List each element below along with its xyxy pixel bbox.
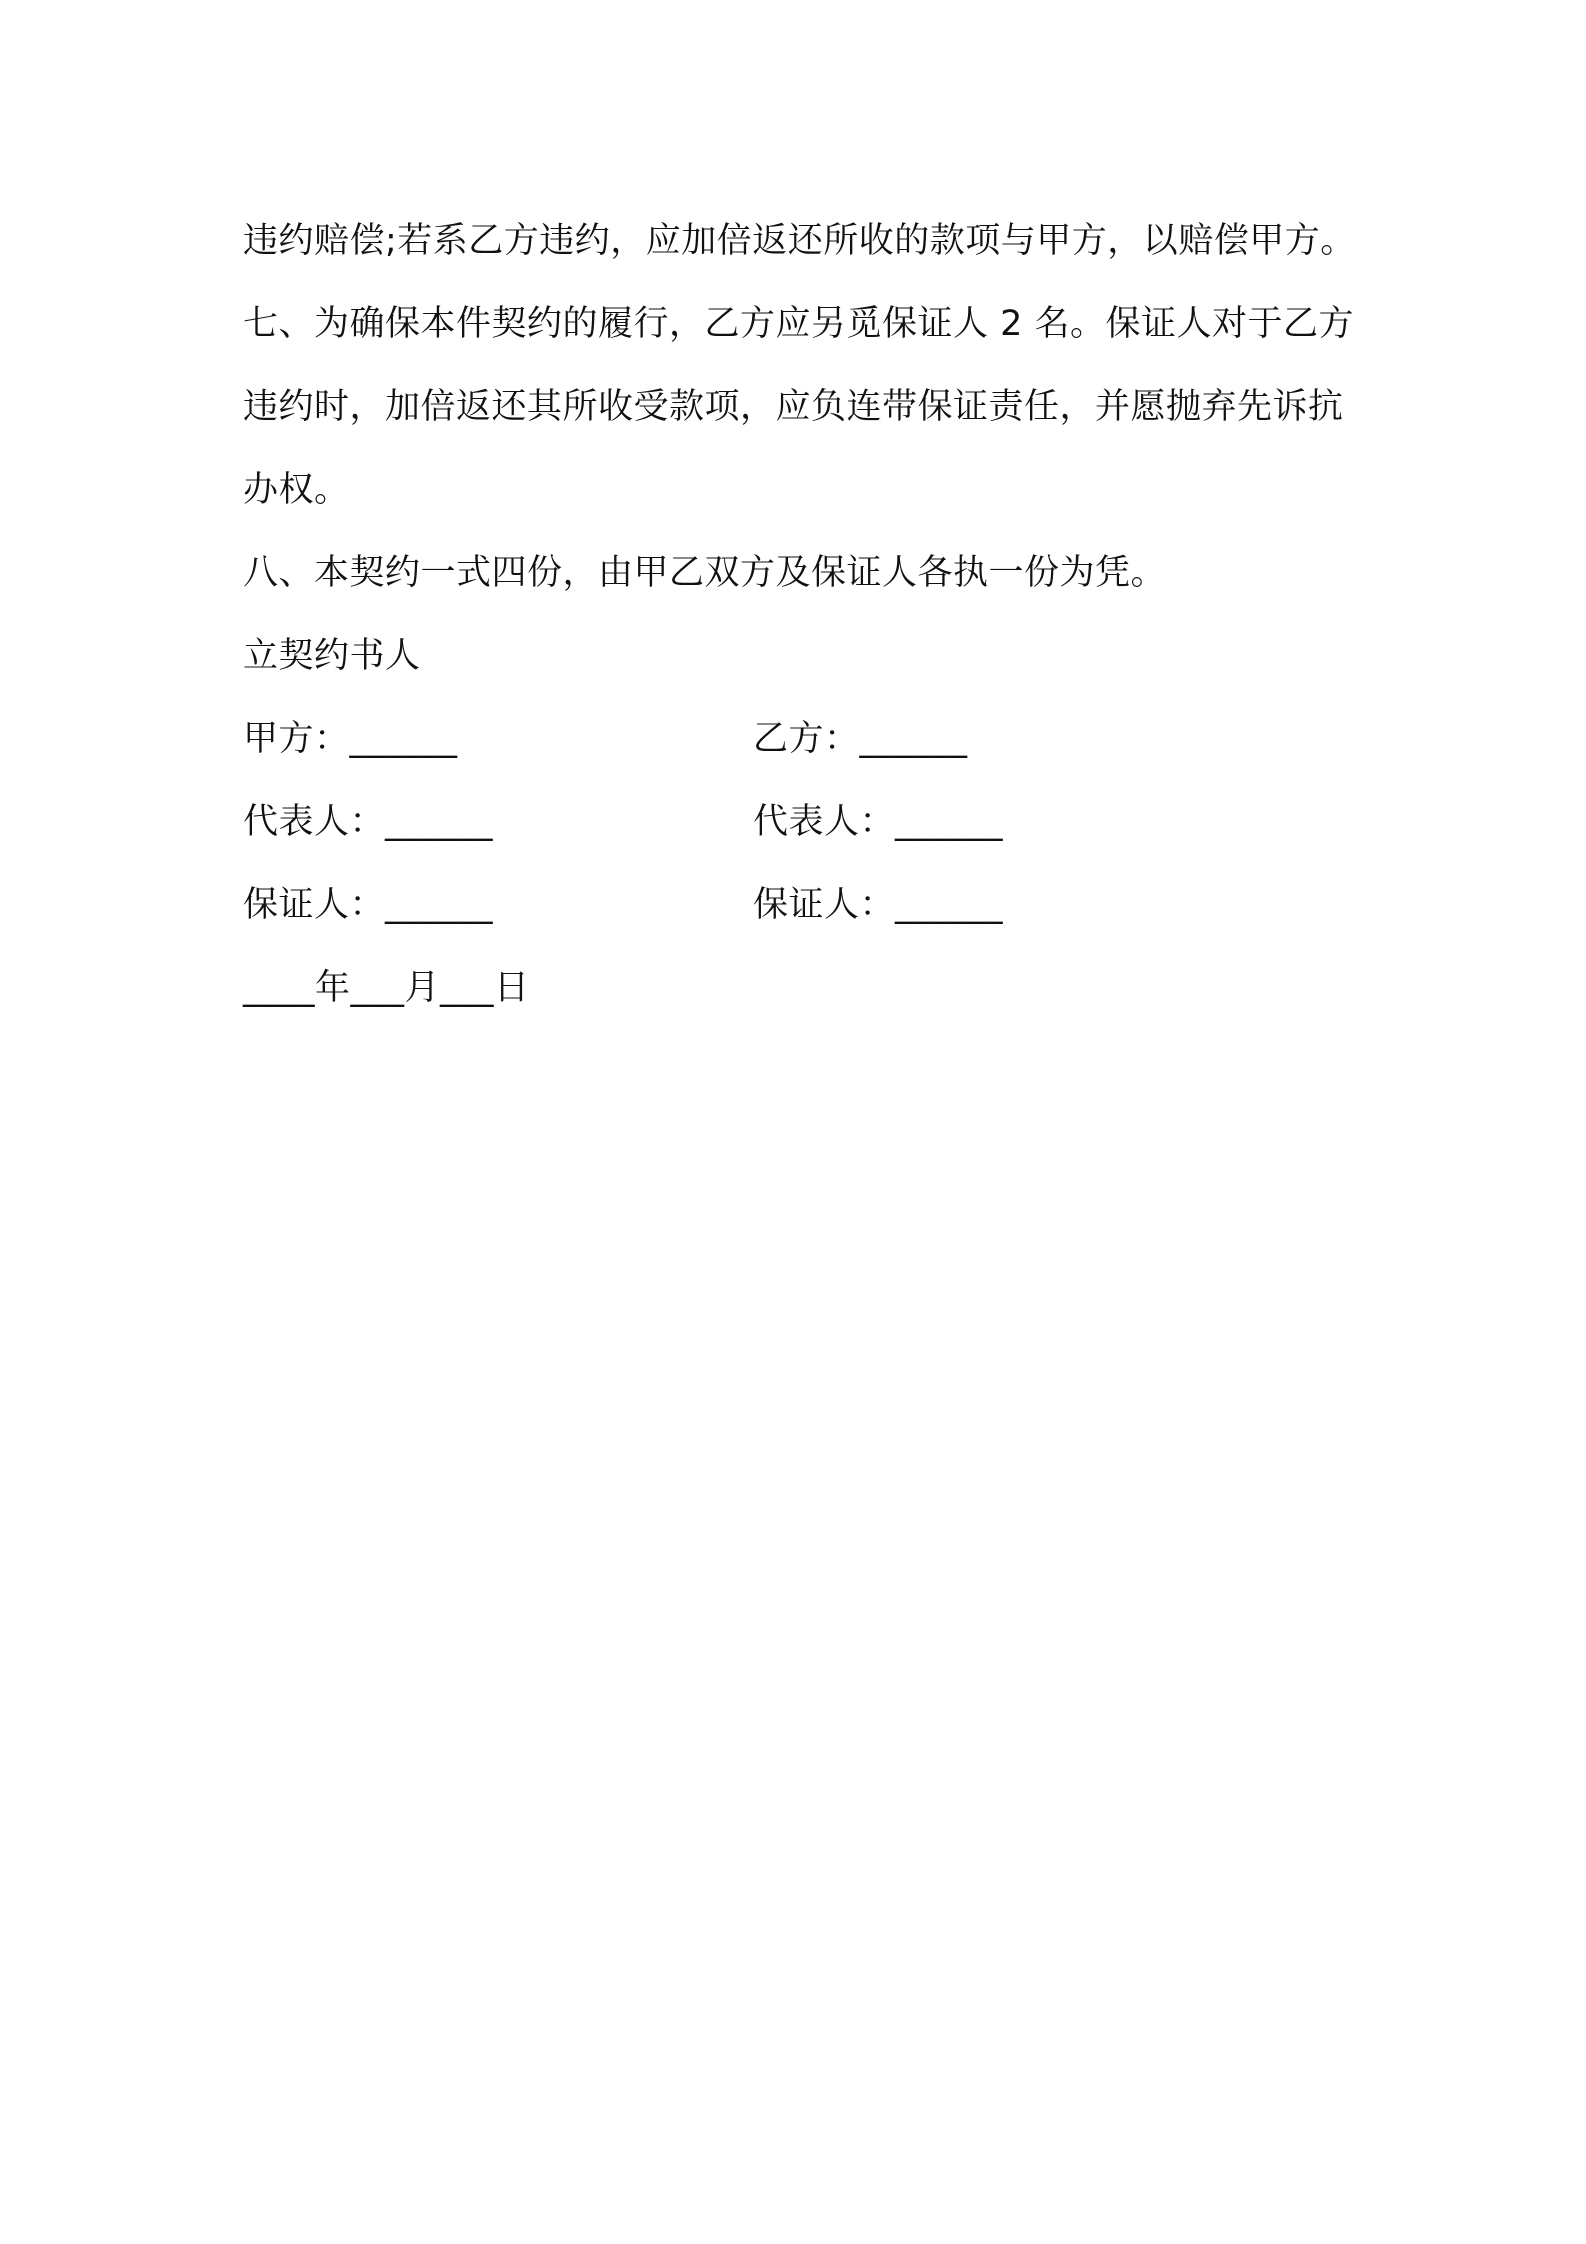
date-line: ____年___月___日	[243, 968, 530, 1008]
signers-heading: 立契约书人	[243, 636, 421, 676]
paragraph-compensation: 违约赔偿;若系乙方违约，应加倍返还所收的款项与甲方，以赔偿甲方。	[243, 221, 1356, 261]
signature-row-parties	[243, 698, 1363, 781]
party-a-signature-field: 甲方：______	[243, 719, 458, 759]
party-b-guarantor-field: 保证人：______	[753, 885, 1004, 925]
paragraph-clause-7: 七、为确保本件契约的履行，乙方应另觅保证人 2 名。保证人对于乙方违约时，加倍返还其所收受款项，应负连带保证责任，并愿抛弃先诉抗办权。	[243, 304, 1355, 510]
party-a-representative-field: 代表人：______	[243, 802, 494, 842]
document-body	[243, 200, 1363, 1030]
paragraph-clause-8: 八、本契约一式四份，由甲乙双方及保证人各执一份为凭。	[243, 553, 1167, 593]
party-a-guarantor-field: 保证人：______	[243, 885, 494, 925]
signature-row-guarantors	[243, 864, 1363, 947]
signature-row-representatives	[243, 781, 1363, 864]
party-b-signature-field: 乙方：______	[753, 719, 968, 759]
party-b-representative-field: 代表人：______	[753, 802, 1004, 842]
